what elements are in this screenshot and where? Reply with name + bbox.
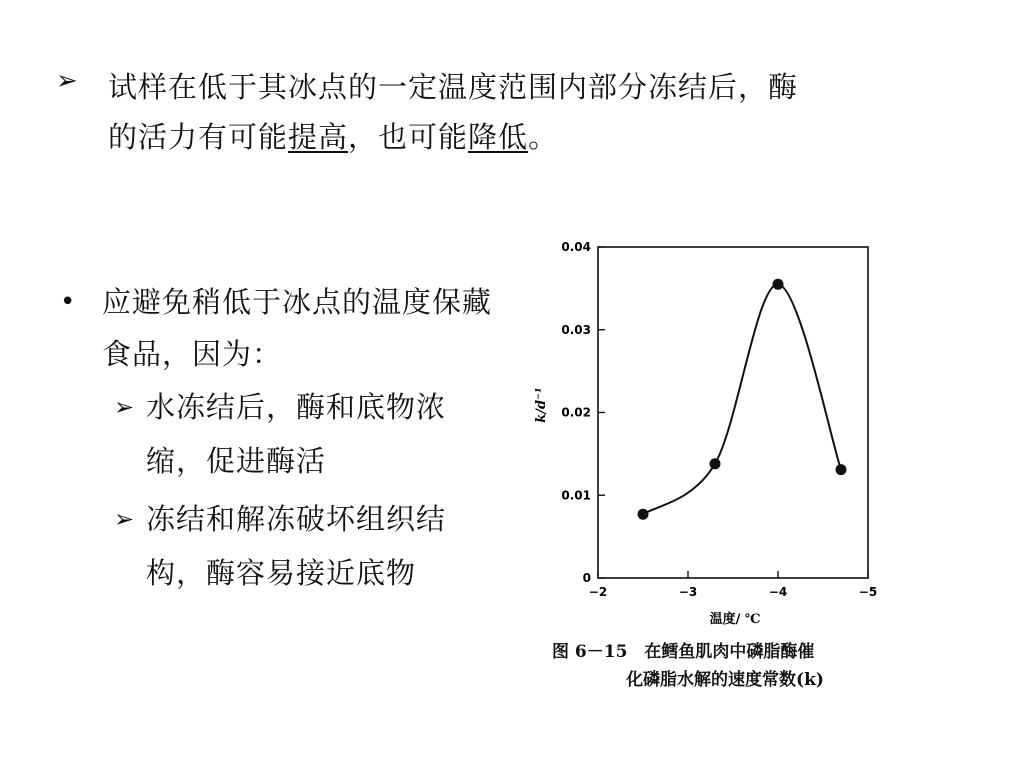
intro-line-1: 试样在低于其冰点的一定温度范围内部分冻结后，酶 xyxy=(108,70,799,104)
data-point xyxy=(773,279,784,290)
intro-text xyxy=(108,62,956,162)
x-axis-label: 温度/ ℃ xyxy=(709,612,761,627)
y-axis-label: k/d⁻¹ xyxy=(534,387,549,423)
x-tick-label: −4 xyxy=(768,585,788,599)
chart-ticks xyxy=(561,240,877,599)
data-point xyxy=(836,464,847,475)
intro-line-2-b: ，也可能 xyxy=(348,120,469,154)
caption-line-1: 图 6－15 在鳕鱼肌肉中磷脂酶催 xyxy=(552,642,815,662)
x-tick-label: −3 xyxy=(678,585,698,599)
chart xyxy=(520,205,900,635)
data-curve xyxy=(643,284,841,514)
arrow-bullet-icon: ➢ xyxy=(114,505,135,533)
intro-line-2-a: 的活力有可能 xyxy=(108,120,289,154)
sub-bullet-text: 水冻结后，酶和底物浓缩，促进酶活 xyxy=(146,390,447,478)
figure xyxy=(520,205,900,705)
data-points xyxy=(638,279,847,520)
intro-bullet xyxy=(56,62,956,162)
sub-bullet-structure xyxy=(114,492,474,600)
caption-line-2: 化磷脂水解的速度常数(k) xyxy=(626,670,824,690)
sub-bullet-text: 冻结和解冻破坏组织结构，酶容易接近底物 xyxy=(146,502,447,590)
data-point xyxy=(710,458,721,469)
storage-bullet-text: 应避免稍低于冰点的温度保藏食品，因为： xyxy=(102,285,493,371)
dot-bullet-icon: • xyxy=(60,287,76,317)
y-tick-label: 0.04 xyxy=(561,240,591,254)
sub-bullet-concentration xyxy=(114,380,474,488)
y-tick-label: 0 xyxy=(582,571,591,585)
y-tick-label: 0.03 xyxy=(561,322,591,337)
y-tick-label: 0.02 xyxy=(561,405,591,420)
figure-caption xyxy=(550,638,900,694)
storage-bullet xyxy=(60,276,500,380)
arrow-bullet-icon: ➢ xyxy=(56,66,78,96)
data-point xyxy=(638,509,649,520)
intro-line-2 xyxy=(108,112,956,162)
intro-line-2-c: 。 xyxy=(528,120,559,154)
x-tick-label: −5 xyxy=(858,585,878,599)
y-tick-label: 0.01 xyxy=(561,488,591,503)
x-tick-label: −2 xyxy=(588,585,608,599)
underlined-decrease: 降低 xyxy=(468,120,529,154)
underlined-increase: 提高 xyxy=(288,120,349,154)
arrow-bullet-icon: ➢ xyxy=(114,393,135,421)
